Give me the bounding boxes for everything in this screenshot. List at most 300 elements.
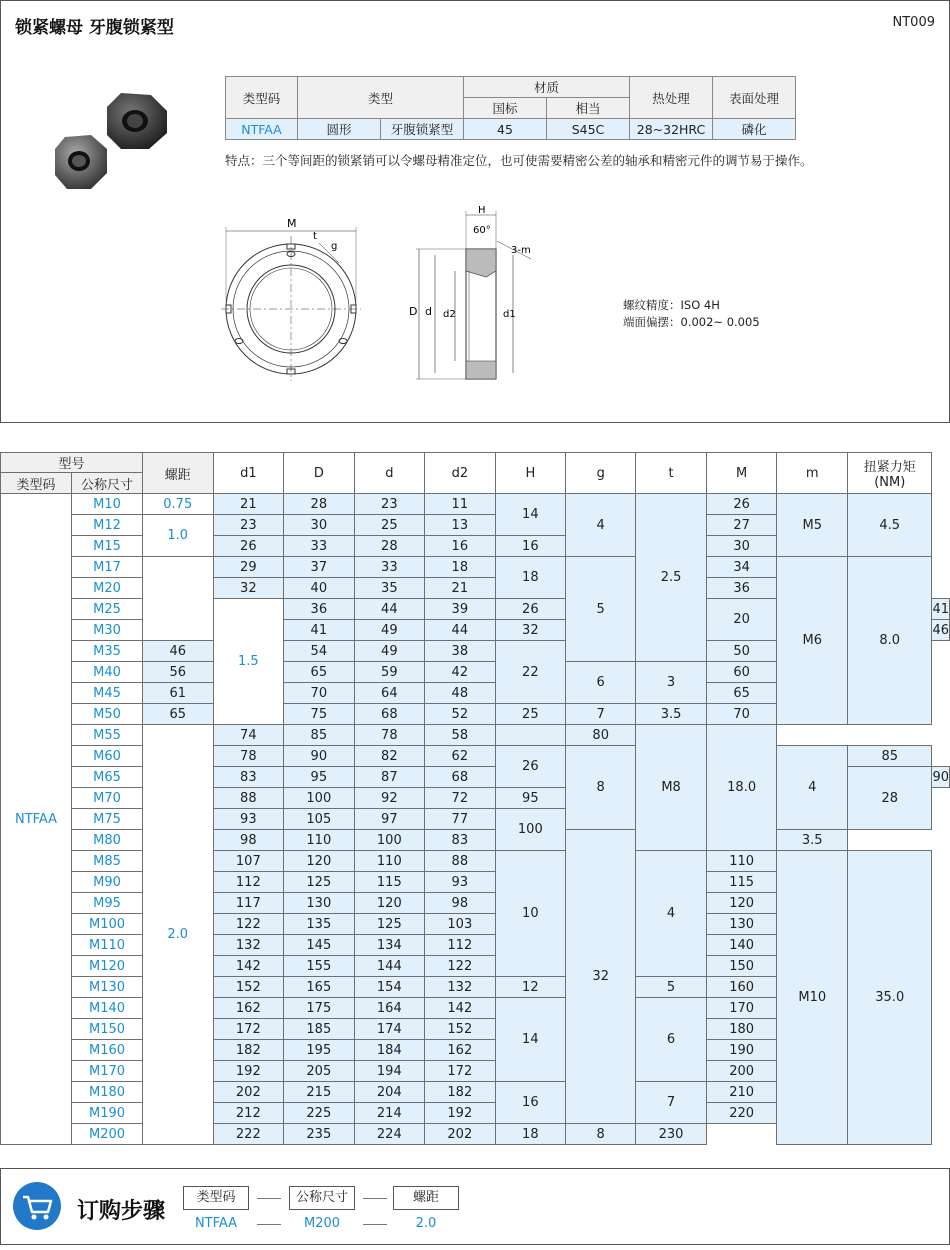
- nut-large: [107, 93, 167, 149]
- cell-d1: 56: [142, 662, 213, 683]
- cell-t: 6: [636, 998, 707, 1082]
- cell-d2: 182: [425, 1082, 496, 1103]
- cell-d2: 142: [425, 998, 496, 1019]
- th-d: d: [354, 453, 425, 494]
- cell-d: 184: [354, 1040, 425, 1061]
- cell-d: 92: [354, 788, 425, 809]
- cell-d1: 112: [213, 872, 284, 893]
- cell-g: 4: [566, 494, 636, 557]
- front-view: [221, 227, 361, 381]
- cell-torque: 35.0: [848, 851, 932, 1145]
- th-t: t: [636, 453, 707, 494]
- cell-d2: 172: [425, 1061, 496, 1082]
- cell-d2: 68: [425, 767, 496, 788]
- dim-D-label: D: [409, 305, 418, 318]
- note-thread: 螺纹精度：ISO 4H: [623, 298, 720, 312]
- cell-d1: 107: [213, 851, 284, 872]
- spec-h-surface: 表面处理: [713, 77, 796, 119]
- spec-surface: 磷化: [713, 119, 796, 140]
- technical-drawing: [201, 201, 541, 391]
- cell-size: M40: [72, 662, 143, 683]
- cell-size: M30: [72, 620, 143, 641]
- cell-D: 100: [284, 788, 355, 809]
- cell-M: 30: [706, 536, 777, 557]
- cell-size: M20: [72, 578, 143, 599]
- cell-D: 37: [284, 557, 355, 578]
- cell-d1: 61: [142, 683, 213, 704]
- cell-H: 26: [495, 746, 566, 788]
- cell-size: M200: [72, 1124, 143, 1145]
- cell-t: 4: [636, 851, 707, 977]
- cell-torque: 18.0: [706, 725, 777, 851]
- cell-size: M75: [72, 809, 143, 830]
- cell-size: M55: [72, 725, 143, 746]
- order-example-size: M200: [303, 1216, 341, 1231]
- cell-d: 174: [354, 1019, 425, 1040]
- cell-d1: 23: [213, 515, 284, 536]
- cell-M: 230: [636, 1124, 707, 1145]
- order-title: 订购步骤: [77, 1199, 166, 1224]
- cell-size: M150: [72, 1019, 143, 1040]
- cell-D: 165: [284, 977, 355, 998]
- cell-g: 18: [495, 1124, 566, 1145]
- cell-pitch: 1.5: [213, 599, 284, 725]
- cell-D: 33: [284, 536, 355, 557]
- cell-H: 20: [706, 599, 777, 641]
- product-header-panel: [0, 0, 950, 423]
- cell-D: 135: [284, 914, 355, 935]
- dim-m-label: 3-m: [511, 245, 531, 256]
- cell-m: M6: [777, 557, 848, 725]
- cell-size: M130: [72, 977, 143, 998]
- th-m: m: [777, 453, 848, 494]
- cell-m: M10: [777, 851, 848, 1145]
- cell-D: 75: [284, 704, 355, 725]
- dimension-table-body: [1, 494, 950, 1145]
- cell-D: 215: [284, 1082, 355, 1103]
- dimension-table: [0, 452, 950, 1145]
- cell-H: 22: [495, 641, 566, 704]
- cell-M: 60: [706, 662, 777, 683]
- cell-d1: 83: [213, 767, 284, 788]
- dim-angle-label: 60°: [473, 225, 491, 236]
- cell-d2: 13: [425, 515, 496, 536]
- cell-size: M25: [72, 599, 143, 620]
- cell-d2: 52: [425, 704, 496, 725]
- cell-d2: 162: [425, 1040, 496, 1061]
- cell-D: 125: [284, 872, 355, 893]
- cell-d1: 222: [213, 1124, 284, 1145]
- cell-d2: 132: [425, 977, 496, 998]
- cell-d2: 103: [425, 914, 496, 935]
- cell-d2: 62: [425, 746, 496, 767]
- cell-D: 28: [284, 494, 355, 515]
- cell-d: 224: [354, 1124, 425, 1145]
- product-code: NT009: [892, 15, 935, 30]
- spec-material-eq: S45C: [547, 119, 630, 140]
- cell-d1: 29: [213, 557, 284, 578]
- cell-d: 68: [354, 704, 425, 725]
- th-d1: d1: [213, 453, 284, 494]
- cell-g: 7: [566, 704, 636, 725]
- cell-d2: 122: [425, 956, 496, 977]
- cell-d1: 65: [142, 704, 213, 725]
- cell-H: 14: [495, 494, 566, 536]
- cell-d2: 42: [425, 662, 496, 683]
- cell-d2: 18: [425, 557, 496, 578]
- cell-d1: 36: [284, 599, 355, 620]
- cell-D: 95: [284, 767, 355, 788]
- cell-d: 110: [354, 851, 425, 872]
- cell-d: 144: [354, 956, 425, 977]
- spec-h-type-code: 类型码: [226, 77, 298, 119]
- cell-size: M45: [72, 683, 143, 704]
- cell-size: M160: [72, 1040, 143, 1061]
- cell-t: 7: [636, 1082, 707, 1124]
- cell-d2: 88: [425, 851, 496, 872]
- cart-icon: [13, 1182, 61, 1230]
- cell-size: M35: [72, 641, 143, 662]
- cell-g: 12: [495, 977, 566, 998]
- cell-size: M65: [72, 767, 143, 788]
- cell-d2: 83: [425, 830, 496, 851]
- order-dash-2: [363, 1198, 387, 1199]
- cell-d: 194: [354, 1061, 425, 1082]
- dim-t-label: t: [313, 231, 317, 242]
- order-dash-1: [257, 1198, 281, 1199]
- cell-d1: 98: [213, 830, 284, 851]
- cell-M: 70: [706, 704, 777, 725]
- cell-d1: 88: [213, 788, 284, 809]
- cell-d: 33: [354, 557, 425, 578]
- order-example-dash-1: [257, 1224, 281, 1225]
- cell-H: 28: [848, 767, 932, 830]
- spec-table: [225, 76, 796, 140]
- cell-size: M90: [72, 872, 143, 893]
- cell-d: 49: [354, 641, 425, 662]
- cell-D: 130: [284, 893, 355, 914]
- order-example-type-code: NTFAA: [194, 1216, 238, 1231]
- cell-d2: 58: [425, 725, 496, 746]
- dim-H-label: H: [478, 205, 486, 216]
- cell-H: 16: [495, 536, 566, 557]
- cell-d: 120: [354, 893, 425, 914]
- cell-d1: 78: [213, 746, 284, 767]
- spec-shape: 圆形: [298, 119, 381, 140]
- cell-D: 105: [284, 809, 355, 830]
- cell-D: 44: [354, 599, 425, 620]
- cell-size: M120: [72, 956, 143, 977]
- th-torque-label: 扭紧力矩: [863, 460, 916, 475]
- dim-g-label: g: [331, 241, 338, 252]
- note-runout: 端面偏摆：0.002~ 0.005: [623, 315, 760, 329]
- cell-t: 3: [636, 662, 707, 704]
- cell-d1: 41: [284, 620, 355, 641]
- cell-type-code: NTFAA: [1, 494, 72, 1145]
- cell-d1: 74: [213, 725, 284, 746]
- cell-D: 54: [284, 641, 355, 662]
- dim-d1-label: d1: [503, 309, 516, 320]
- cell-d1: 26: [213, 536, 284, 557]
- cell-size: M100: [72, 914, 143, 935]
- spec-material-std: 45: [464, 119, 547, 140]
- cell-M: 90: [932, 767, 950, 788]
- cell-D: 195: [284, 1040, 355, 1061]
- cell-m: M8: [636, 725, 707, 851]
- cell-M: 160: [706, 977, 777, 998]
- cell-d1: 172: [213, 1019, 284, 1040]
- cell-D: 90: [284, 746, 355, 767]
- cell-M: 36: [706, 578, 777, 599]
- cell-g: 6: [566, 662, 636, 704]
- th-d2: d2: [425, 453, 496, 494]
- cell-d1: 162: [213, 998, 284, 1019]
- cell-M: 115: [706, 872, 777, 893]
- cell-d1: 46: [142, 641, 213, 662]
- cell-D: 235: [284, 1124, 355, 1145]
- cell-D: 205: [284, 1061, 355, 1082]
- cell-d2: 93: [425, 872, 496, 893]
- cell-d2: 38: [425, 641, 496, 662]
- cell-H: [495, 725, 566, 746]
- dim-M-label: M: [287, 217, 297, 230]
- order-example-dash-2: [363, 1224, 387, 1225]
- order-step-size: 公称尺寸: [289, 1186, 355, 1210]
- cell-d: 100: [354, 830, 425, 851]
- cell-M: 210: [706, 1082, 777, 1103]
- order-example-pitch: 2.0: [415, 1216, 437, 1231]
- cell-d: 134: [354, 935, 425, 956]
- table-row: [1, 557, 950, 578]
- cell-D: 175: [284, 998, 355, 1019]
- order-step-pitch: 螺距: [393, 1186, 459, 1210]
- cell-d: 25: [354, 515, 425, 536]
- cell-d1: 182: [213, 1040, 284, 1061]
- cell-M: 140: [706, 935, 777, 956]
- cell-size: M140: [72, 998, 143, 1019]
- spec-lock-type: 牙腹锁紧型: [381, 119, 464, 140]
- cell-d2: 202: [425, 1124, 496, 1145]
- cell-torque: 8.0: [848, 557, 932, 725]
- cell-M: 65: [706, 683, 777, 704]
- cell-d2: 48: [425, 683, 496, 704]
- cell-M: 80: [566, 725, 636, 746]
- cell-D: 30: [284, 515, 355, 536]
- cell-d2: 11: [425, 494, 496, 515]
- cell-d: 214: [354, 1103, 425, 1124]
- cell-t: 8: [566, 1124, 636, 1145]
- cell-t: 3.5: [636, 704, 707, 725]
- cell-size: M17: [72, 557, 143, 578]
- cell-d1: 32: [213, 578, 284, 599]
- cell-d: 39: [425, 599, 496, 620]
- cell-t: 3.5: [777, 830, 848, 851]
- cell-d2: 21: [425, 578, 496, 599]
- cell-pitch: 1.0: [142, 515, 213, 557]
- cell-g: 5: [566, 557, 636, 662]
- cell-d2: 112: [425, 935, 496, 956]
- cell-M: 27: [706, 515, 777, 536]
- cell-D: 49: [354, 620, 425, 641]
- cell-d2: 77: [425, 809, 496, 830]
- cell-pitch: 0.75: [142, 494, 213, 515]
- cell-size: M95: [72, 893, 143, 914]
- cell-d1: 192: [213, 1061, 284, 1082]
- spec-heat: 28~32HRC: [630, 119, 713, 140]
- cell-M: 190: [706, 1040, 777, 1061]
- cell-size: M70: [72, 788, 143, 809]
- cell-size: M10: [72, 494, 143, 515]
- cell-size: M110: [72, 935, 143, 956]
- cell-d2: 192: [425, 1103, 496, 1124]
- cell-D: 225: [284, 1103, 355, 1124]
- cell-size: M60: [72, 746, 143, 767]
- cell-d: 82: [354, 746, 425, 767]
- th-g: g: [566, 453, 636, 494]
- side-view: [416, 211, 531, 379]
- cell-D: 110: [284, 830, 355, 851]
- cell-d1: 202: [213, 1082, 284, 1103]
- cell-M: 150: [706, 956, 777, 977]
- cell-M: 50: [706, 641, 777, 662]
- cell-M: 95: [495, 788, 566, 809]
- cell-d: 28: [354, 536, 425, 557]
- cell-D: 120: [284, 851, 355, 872]
- cell-D: 185: [284, 1019, 355, 1040]
- cell-D: 85: [284, 725, 355, 746]
- cell-H: 32: [566, 830, 636, 1124]
- th-H: H: [495, 453, 566, 494]
- table-row: [1, 494, 950, 515]
- product-photo: [51, 89, 171, 194]
- cell-d1: 117: [213, 893, 284, 914]
- cell-d: 125: [354, 914, 425, 935]
- spec-h-material-std: 国标: [464, 98, 547, 119]
- cell-D: 40: [284, 578, 355, 599]
- cell-d2: 26: [495, 599, 566, 620]
- cell-D: 155: [284, 956, 355, 977]
- cell-g: 8: [566, 746, 636, 830]
- nut-small: [55, 135, 107, 189]
- precision-notes: [623, 297, 760, 331]
- cell-size: M85: [72, 851, 143, 872]
- cell-size: M170: [72, 1061, 143, 1082]
- cell-t: 2.5: [636, 494, 707, 662]
- cell-d1: 122: [213, 914, 284, 935]
- cell-d1: 93: [213, 809, 284, 830]
- cell-M: 200: [706, 1061, 777, 1082]
- cell-H: 25: [495, 704, 566, 725]
- cell-size: M15: [72, 536, 143, 557]
- cell-D: 145: [284, 935, 355, 956]
- th-pitch: 螺距: [142, 453, 213, 494]
- cell-size: M190: [72, 1103, 143, 1124]
- cell-d: 78: [354, 725, 425, 746]
- cell-M: 110: [706, 851, 777, 872]
- cell-t: 4: [777, 746, 848, 830]
- cell-d: 164: [354, 998, 425, 1019]
- cell-pitch: 2.0: [142, 725, 213, 1145]
- cell-d2: 32: [495, 620, 566, 641]
- table-row: [1, 725, 950, 746]
- dim-d2-label: d2: [443, 309, 456, 320]
- th-size: 公称尺寸: [72, 473, 143, 494]
- cell-d: 59: [354, 662, 425, 683]
- cell-M: 85: [848, 746, 932, 767]
- page-title: 锁紧螺母 牙腹锁紧型: [15, 18, 174, 38]
- cell-size: M80: [72, 830, 143, 851]
- order-steps-panel: [0, 1168, 950, 1245]
- cell-size: M12: [72, 515, 143, 536]
- cell-d: 44: [425, 620, 496, 641]
- cell-M: 120: [706, 893, 777, 914]
- cell-D: 65: [284, 662, 355, 683]
- cell-d2: 16: [425, 536, 496, 557]
- cell-d1: 21: [213, 494, 284, 515]
- cell-M: 26: [706, 494, 777, 515]
- cell-torque: 4.5: [848, 494, 932, 557]
- cell-M: 34: [706, 557, 777, 578]
- cell-M: 130: [706, 914, 777, 935]
- cell-d: 154: [354, 977, 425, 998]
- order-step-type-code: 类型码: [183, 1186, 249, 1210]
- cell-M: 220: [706, 1103, 777, 1124]
- th-D: D: [284, 453, 355, 494]
- cell-d2: 98: [425, 893, 496, 914]
- th-type-code: 类型码: [1, 473, 72, 494]
- spec-type-code: NTFAA: [226, 119, 298, 140]
- cell-g: 10: [495, 851, 566, 977]
- cell-d: 87: [354, 767, 425, 788]
- spec-h-heat: 热处理: [630, 77, 713, 119]
- cell-d: 23: [354, 494, 425, 515]
- cell-size: M180: [72, 1082, 143, 1103]
- cell-size: M50: [72, 704, 143, 725]
- cell-d1: 142: [213, 956, 284, 977]
- spec-h-material-eq: 相当: [547, 98, 630, 119]
- cell-g: 16: [495, 1082, 566, 1124]
- cell-d2: 72: [425, 788, 496, 809]
- cell-d: 204: [354, 1082, 425, 1103]
- cell-d: 64: [354, 683, 425, 704]
- cell-D: 70: [284, 683, 355, 704]
- cell-M: 100: [495, 809, 566, 851]
- cell-M: 46: [932, 620, 950, 641]
- spec-h-type: 类型: [298, 77, 464, 119]
- th-torque-unit: (NM): [874, 475, 906, 490]
- dim-d-label: d: [425, 305, 432, 318]
- cell-pitch: [142, 557, 213, 641]
- cell-M: 170: [706, 998, 777, 1019]
- cell-d: 35: [354, 578, 425, 599]
- th-model: 型号: [1, 453, 143, 473]
- cell-M: 41: [932, 599, 950, 620]
- th-M: M: [706, 453, 777, 494]
- cell-d: 115: [354, 872, 425, 893]
- cell-M: 180: [706, 1019, 777, 1040]
- cell-d2: 152: [425, 1019, 496, 1040]
- feature-text: 特点：三个等间距的锁紧销可以令螺母精准定位，也可使需要精密公差的轴承和精密元件的调节易于操作。: [225, 153, 813, 168]
- cell-m: M5: [777, 494, 848, 557]
- cell-g: 14: [495, 998, 566, 1082]
- cell-d1: 212: [213, 1103, 284, 1124]
- cell-d1: 132: [213, 935, 284, 956]
- cell-d: 97: [354, 809, 425, 830]
- cell-t: 5: [636, 977, 707, 998]
- cell-d1: 152: [213, 977, 284, 998]
- th-torque: [848, 453, 932, 494]
- cell-H: 18: [495, 557, 566, 599]
